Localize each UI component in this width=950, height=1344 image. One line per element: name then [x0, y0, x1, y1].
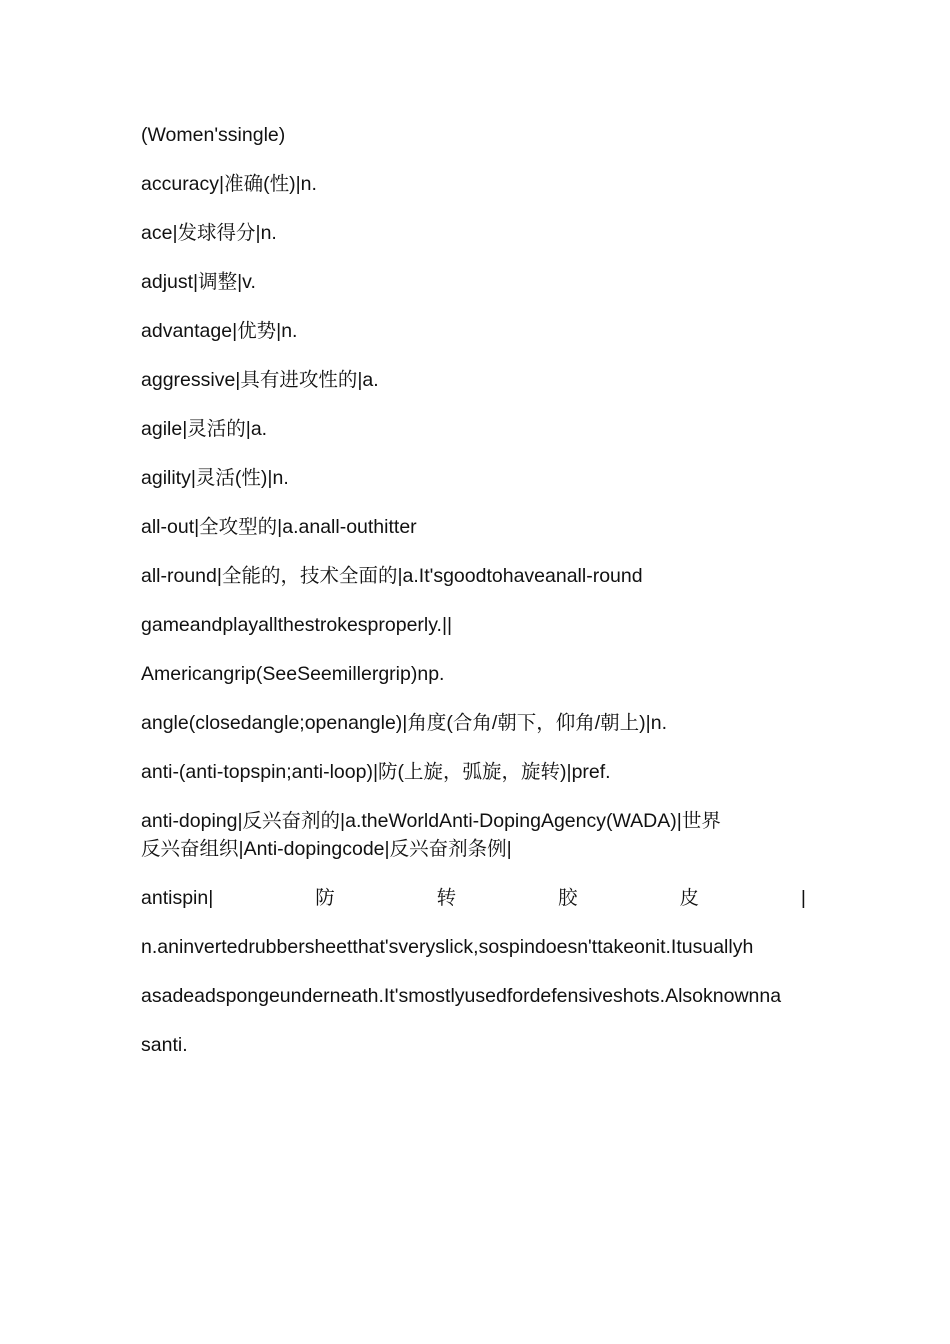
glossary-line: asadeadspongeunderneath.It'smostlyusedfordefensiveshots.Alsoknownna	[141, 985, 782, 1007]
justified-word: |	[800, 887, 806, 909]
glossary-line: advantage|优势|n.	[141, 320, 298, 342]
glossary-line: all-out|全攻型的|a.anall-outhitter	[141, 516, 417, 538]
glossary-line: aggressive|具有进攻性的|a.	[141, 369, 379, 391]
glossary-entry-antispin	[141, 884, 806, 912]
glossary-line: (Women'ssingle)	[141, 124, 286, 146]
justified-word: 防	[315, 887, 335, 909]
glossary-line: 反兴奋组织|Anti-dopingcode|反兴奋剂条例|	[141, 838, 512, 860]
glossary-line: n.aninvertedrubbersheetthat'sveryslick,sospindoesn'ttakeonit.Itusuallyh	[141, 936, 754, 958]
glossary-line: agile|灵活的|a.	[141, 418, 268, 440]
glossary-line: angle(closedangle;openangle)|角度(合角/朝下，仰角/朝上)|n.	[141, 712, 668, 734]
glossary-line: adjust|调整|v.	[141, 271, 256, 293]
glossary-line: accuracy|准确(性)|n.	[141, 173, 317, 195]
glossary-line: anti-doping|反兴奋剂的|a.theWorldAnti-DopingAgency(WADA)|世界	[141, 810, 721, 832]
glossary-line: gameandplayallthestrokesproperly.||	[141, 614, 453, 636]
glossary-line: agility|灵活(性)|n.	[141, 467, 289, 489]
justified-word: antispin|	[141, 887, 214, 909]
glossary-content	[141, 121, 806, 1080]
justified-word: 皮	[679, 887, 699, 909]
glossary-line: ace|发球得分|n.	[141, 222, 277, 244]
glossary-line: Americangrip(SeeSeemillergrip)np.	[141, 663, 445, 685]
glossary-line: anti-(anti-topspin;anti-loop)|防(上旋，弧旋，旋转)|pref.	[141, 761, 611, 783]
glossary-entry-anti-doping	[141, 807, 806, 863]
justified-word: 胶	[558, 887, 578, 909]
glossary-line: all-round|全能的，技术全面的|a.It'sgoodtohaveanall-round	[141, 565, 643, 587]
glossary-line: santi.	[141, 1034, 188, 1056]
justified-word: 转	[436, 887, 457, 909]
